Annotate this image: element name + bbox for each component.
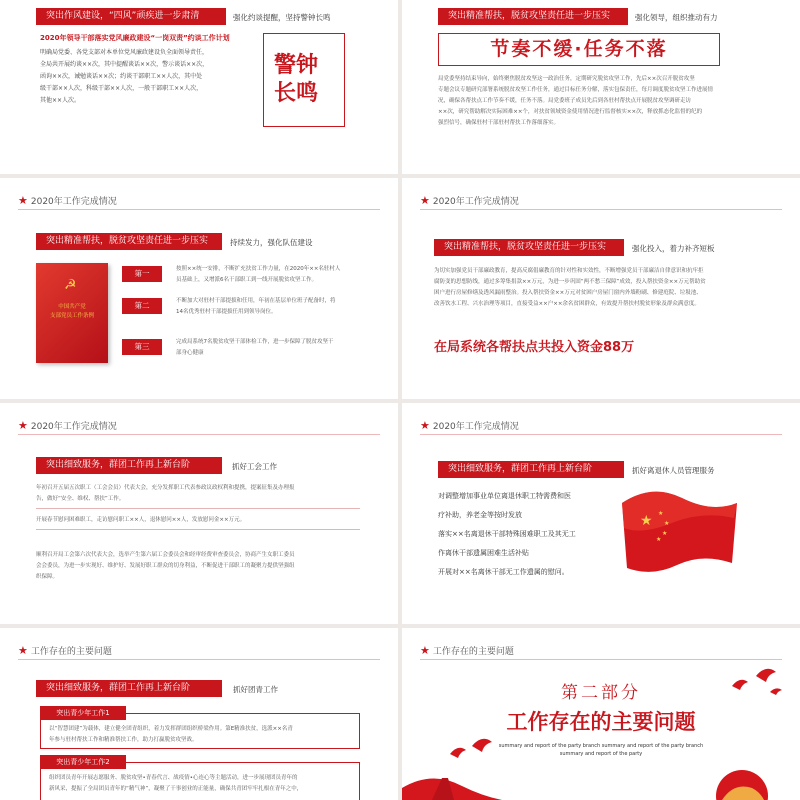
slide1-line: 级干部××人次，科级干部××人次，一般干部职工××人次， [40,85,203,92]
section-label: 2020年工作完成情况 [432,197,519,207]
youth-work-box-1 [40,709,360,749]
slide1-subtitle: 2020年领导干部落实党风廉政建设“一岗双责”约谈工作计划 [40,34,230,42]
slide-1[interactable] [0,0,398,174]
box-line: 新风采，提振了全局团员青年的“精气神”，凝聚了干事创业的正能量，确保共青团牢牢扎根在青年之中， [49,786,303,792]
section-label: 2020年工作完成情况 [30,422,117,432]
slide5-para-1 [36,483,360,509]
svg-text:★: ★ [658,510,664,517]
slide6-line: 落实××名离退休干部特殊困难职工及其无工 [438,530,576,538]
youth-work-text-1 [49,724,293,746]
para-line: 告，做好“安全、维权、帮扶”工作。 [36,496,125,502]
slide2-note: 强化领导，组织推动有力 [635,13,718,22]
youth-work-text-2 [49,773,302,795]
slide7-divider [18,659,380,660]
slide3-divider [18,209,380,210]
slide6-body [438,487,576,582]
slide1-line: 明确局党委、各党支部对本单位党风廉政建设负全面领导责任， [40,49,209,56]
slide2-line: ××次，研究帮助解决实际困难××个，对扶贫领域资金使用情况进行监督核实××次，释放抓态化监督的纪的 [438,109,703,115]
slide2-red-banner: 突出精准帮扶，脱贫攻坚责任进一步压实 [438,8,628,25]
para-line: 会会委员，为进一步实现好、维护好、发展好职工群众的切身利益，不断促进干部职工的凝聚力提供坚强组 [36,563,295,569]
slide6-note: 抓好离退休人员管理服务 [632,466,715,475]
svg-text:★: ★ [662,530,668,537]
slide5-note: 抓好工会工作 [232,462,277,471]
slide-4[interactable] [402,178,800,399]
item-line: 14名优秀驻村干部提拔任用到领导岗位。 [176,309,277,315]
slide4-line: 腐防变的思想防线，通过多筹集捐款××万元，为进一步巩固“两不愁三保障”成效，投入帮扶资金××万元帮助贫 [434,279,706,285]
star-icon: ★ [18,644,28,657]
item-line: 不断加大对驻村干部提拔和任用，年初在基层单位班子配备时，将 [176,298,336,304]
youth-work-title-2: 突出青少年工作2 [40,755,126,769]
slide3-note: 持续发力，强化队伍建设 [230,238,313,247]
para-1-text [36,483,360,505]
tag-first: 第一 [122,266,162,282]
slide6-section-title [420,419,519,432]
slide4-note: 强化投入，着力补齐短板 [632,244,715,253]
slide5-divider [18,434,380,435]
item-first-text [176,264,340,286]
book-line: 支部党员工作条例 [49,313,94,319]
tag-second: 第二 [122,298,162,314]
stamp-line: 长鸣 [274,81,319,106]
star-icon: ★ [420,644,430,657]
item-line: 完成局系统7名脱贫攻坚干部体检工作，进一步保障了脱贫攻坚干 [176,339,334,345]
slide8-section-title [420,644,514,657]
svg-text:★: ★ [640,513,653,529]
para-line: 年初召开五届五次职工（工会会员）代表大会，充分发挥职工代表参政议政权利和提携，提案征集及办理报 [36,485,295,491]
para-2-text: 开展春节慰问困难职工，走访慰问职工××人，退休慰问××人，发放慰问金××万元。 [36,517,246,523]
section-label: 2020年工作完成情况 [30,197,117,207]
english-line: summary and report of the party branch summary and report of the party branch [498,743,704,749]
slide6-line: 开展对××名离休干部无工作遗属的慰问。 [438,568,569,576]
slide5-para-2 [36,515,360,530]
para-line: 织保障。 [36,574,59,580]
slide4-line: 困户进行房屋修缮及透风漏雨整治。投入帮扶资金××万元对贫困户房屋门窗内外墙粉刷、修建庭院、垃圾池、 [434,290,702,296]
slide1-stamp [274,52,318,108]
svg-text:★: ★ [656,536,662,543]
star-icon: ★ [18,194,28,207]
slide4-highlight: 在局系统各帮扶点共投入资金88万 [434,340,635,355]
party-emblem-icon: ☭ [64,277,77,293]
slide2-line: 专题会议专题研究部署系统脱贫攻坚工作任务，通过目标任务分解，落实包保责任，每月调度脱贫攻坚工作进展情 [438,87,714,93]
slide1-line: 全局共开展约谈××次，其中提醒谈话××次，警示谈话××次， [40,61,209,68]
slide-8[interactable] [402,628,800,800]
slide2-slogan-box [438,33,720,66]
slide1-note: 强化约谈提醒，坚持警钟长鸣 [233,13,331,22]
slide2-line: 强烈信号，确保驻村干部驻村帮扶工作落细落实。 [438,120,560,126]
star-icon: ★ [420,194,430,207]
slide2-line: 况，确保各帮扶点工作节奏不缓，任务不落。局党委班子成员先后到各驻村帮扶点开展脱贫攻坚调研走访 [438,98,692,104]
tag-third: 第三 [122,339,162,355]
section-label: 工作存在的主要问题 [30,647,112,657]
box-line: 年参与驻村帮扶工作和精准帮扶工作，助力打赢脱贫攻坚战。 [49,737,198,743]
stamp-line: 警钟 [274,53,319,78]
item-line: 部身心健康 [176,350,204,356]
slide3-section-title [18,194,117,207]
slide6-line: 对调整增加事业单位离退休职工特需费和医 [438,492,571,500]
slide1-line: 其他××人次。 [40,97,81,104]
part-heading: 第二部分 [561,683,641,703]
slide5-red-banner: 突出细致服务，群团工作再上新台阶 [36,457,222,474]
book-title [36,303,108,321]
slide7-note: 抓好团青工作 [233,685,278,694]
slide6-red-banner: 突出细致服务，群团工作再上新台阶 [438,461,624,478]
part-title: 工作存在的主要问题 [506,710,696,734]
star-icon: ★ [420,419,430,432]
slide1-body [40,47,208,107]
youth-work-box-2 [40,758,360,800]
item-line: 按照××统一安排，不断扩充扶贫工作力量，在2020年××名驻村人 [176,266,341,272]
slide4-section-title [420,194,519,207]
section-label: 2020年工作完成情况 [432,422,519,432]
slide4-red-banner: 突出精准帮扶，脱贫攻坚责任进一步压实 [434,239,624,256]
slide4-body [434,266,706,310]
part-english [402,742,800,758]
slide-2[interactable] [402,0,800,174]
svg-text:★: ★ [664,520,670,527]
item-line: 员基础上，又增派6名干部职工到一线开展脱贫攻坚工作。 [176,277,318,283]
slide7-section-title [18,644,112,657]
slide-5[interactable] [0,403,398,624]
red-flag-icon [612,473,742,583]
slide-6[interactable] [402,403,800,624]
box-line: 组织团员青年开展志愿服务、脱贫攻坚•青春代言、战疫情•心连心等主题活动，进一步展现团员青年的 [49,775,298,781]
slide5-para-3 [36,550,295,583]
party-book-image [36,263,108,363]
item-third-text [176,337,334,359]
section-label: 工作存在的主要问题 [432,647,514,657]
slide4-line: 改善饮水工程、兴水治理等项目，直接受益××户××余名贫困群众，有效提升帮扶村脱贫形象及群众满意度。 [434,301,700,307]
slide1-stamp-box [263,33,345,127]
slide2-slogan: 节奏不缓·任务不落 [490,38,668,60]
english-line: summary and report of the party [559,751,643,757]
slide1-red-banner: 突出作风建设，“四风”顽疾进一步肃清 [36,8,226,25]
book-line: 中国共产党 [58,304,86,310]
slide4-line: 为切实加强党员干部廉政教育，提高反腐倡廉教育的针对性和实效性，不断增强党员干部廉洁自律意识和抗牢拒 [434,268,704,274]
slide7-red-banner: 突出细致服务，群团工作再上新台阶 [36,680,222,697]
box-line: 以“智慧团建”为载体，建立健全团青组织，着力发挥群团组织桥梁作用。第E精准扶贫，选派××名青 [49,726,293,732]
slide5-section-title [18,419,117,432]
slide6-divider [420,434,782,435]
slide6-line: 疗补助，养老金等按时发放 [438,511,522,519]
slide6-line: 作离休干部遗属困难生活补贴 [438,549,529,557]
slide2-body [438,74,713,129]
star-icon: ★ [18,419,28,432]
para-line: 顺利召开局工会第六次代表大会，选举产生第六届工会委员会和经审经费审查委员会，协商产生女职工委员 [36,552,295,558]
slide4-divider [420,209,782,210]
item-second-text [176,296,336,318]
red-decoration-bottom [402,758,800,800]
slide1-line: 函询××次，诫勉谈话××次；约谈干部职工××人次，其中处 [40,73,203,80]
slide-7[interactable] [0,628,398,800]
slide2-line: 局党委坚持结束导向，始终聚焦脱贫攻坚这一政治任务，定期研究脱贫攻坚工作，先后××次召开脱贫攻坚 [438,76,695,82]
slide-3[interactable] [0,178,398,399]
slide3-red-banner: 突出精准帮扶，脱贫攻坚责任进一步压实 [36,233,222,250]
youth-work-title-1: 突出青少年工作1 [40,706,126,720]
